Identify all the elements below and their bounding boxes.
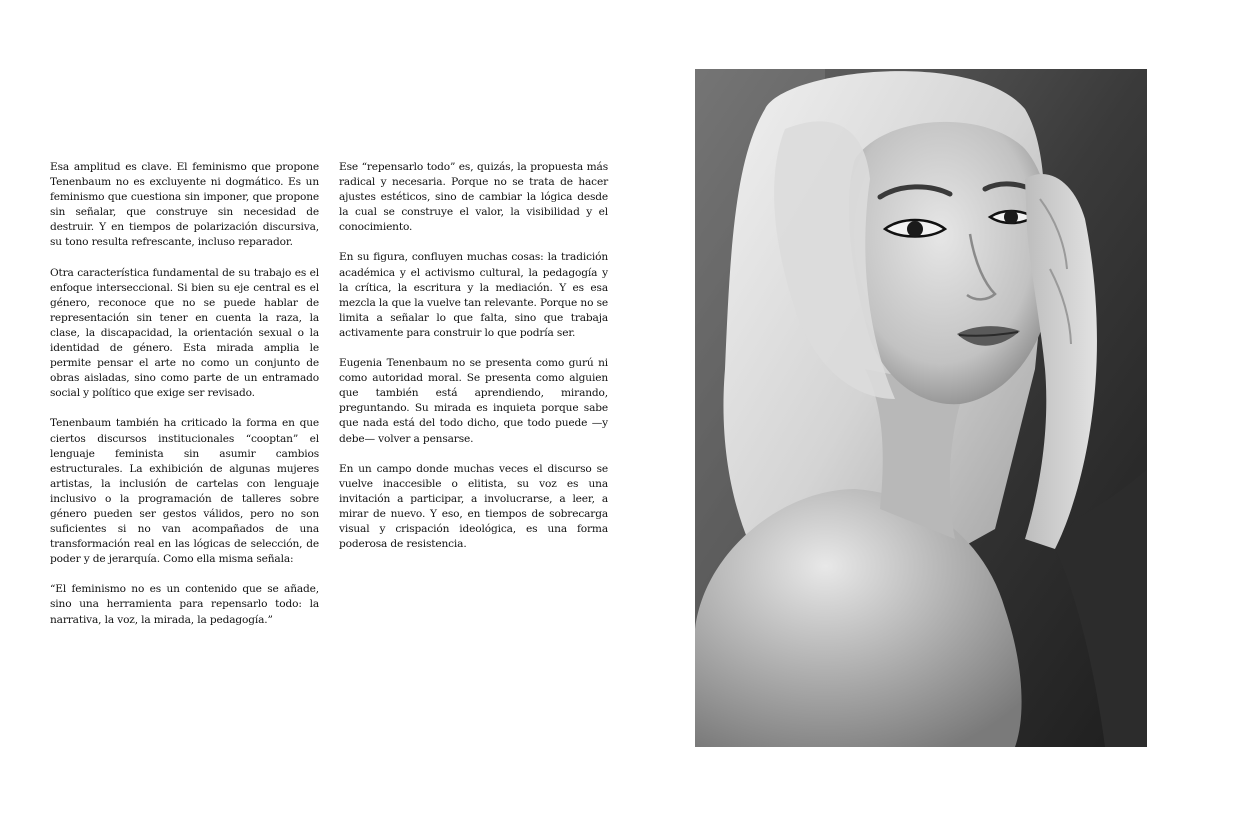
paragraph: Ese “repensarlo todo” es, quizás, la propuesta más radical y necesaria. Porque no se trata de hacer ajustes estéticos, sino de cambiar la lógica desde la cual se construye el valor, la visibilidad y el conocimiento. [339,161,608,234]
quote-paragraph: “El feminismo no es un contenido que se añade, sino una herramienta para repensarlo todo: la narrativa, la voz, la mirada, la pedagogía.” [50,583,319,626]
text-column-left [50,160,319,643]
text-column-right [339,160,608,567]
paragraph: En un campo donde muchas veces el discurso se vuelve inaccesible o elitista, su voz es una invitación a participar, a involucrarse, a leer, a mirar de nuevo. Y eso, en tiempos de sobrecarga visual y crispación ideológica, es una forma poderosa de resistencia. [339,462,608,551]
paragraph: Eugenia Tenenbaum no se presenta como gurú ni como autoridad moral. Se presenta como alguien que también está aprendiendo, mirando, preguntando. Su mirada es inquieta porque sabe que nada está del todo dicho, que todo puede —y debe— volver a pensarse. [339,357,608,445]
paragraph: En su figura, confluyen muchas cosas: la tradición académica y el activismo cultural, la pedagogía y la crítica, la escritura y la mediación. Y es esa mezcla la que la vuelve tan relevante. Porque no se limita a señalar lo que falta, sino que trabaja activamente para construir lo que podría ser. [339,251,608,339]
paragraph: Tenenbaum también ha criticado la forma en que ciertos discursos institucionales “cooptan” el lenguaje feminista sin asumir cambios estructurales. La exhibición de algunas mujeres artistas, la inclusión de cartelas con lenguaje inclusivo o la programación de talleres sobre género pueden ser gestos válidos, pero no son suficientes si no van acompañados de una transformación real en las lógicas de selección, de poder y de jerarquía. Como ella misma señala: [50,417,319,566]
paragraph: Otra característica fundamental de su trabajo es el enfoque interseccional. Si bien su eje central es el género, reconoce que no se puede hablar de representación sin tener en cuenta la raza, la clase, la discapacidad, la orientación sexual o la identidad de género. Esta mirada amplia le permite pensar el arte no como un conjunto de obras aisladas, sino como parte de un entramado social y político que exige ser revisado. [50,266,319,400]
portrait-photo [695,69,1147,747]
paragraph: Esa amplitud es clave. El feminismo que propone Tenenbaum no es excluyente ni dogmático. Es un feminismo que cuestiona sin imponer, que propone sin señalar, que construye sin necesidad de destruir. Y en tiempos de polarización discursiva, su tono resulta refrescante, incluso reparador. [50,161,319,249]
